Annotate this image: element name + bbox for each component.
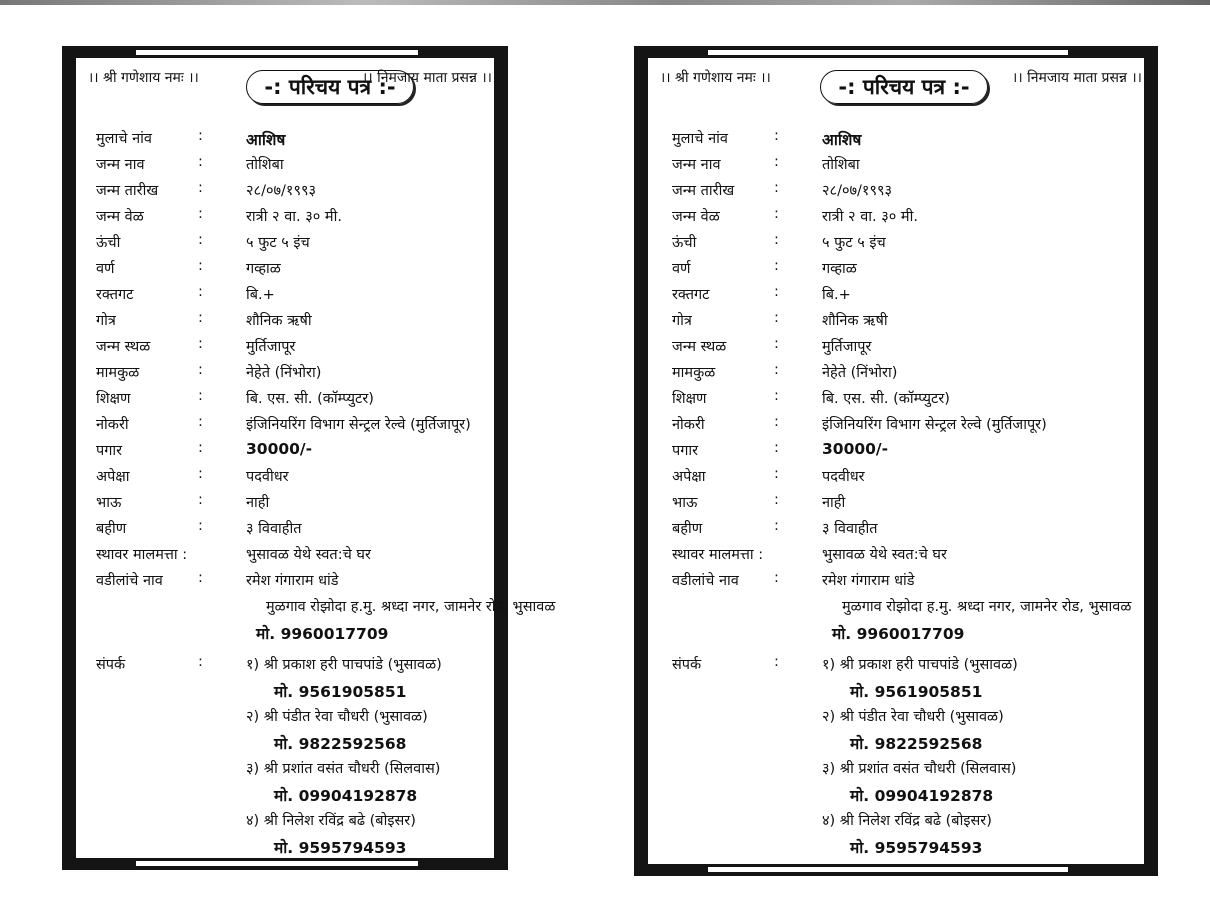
field-colon: : [774, 284, 779, 300]
field-colon: : [198, 414, 203, 430]
frame-bottom-stripe [708, 867, 1068, 872]
frame-top-stripe [708, 50, 1068, 55]
field-label: नोकरी [672, 417, 705, 433]
invocation-ganesh: ।। श्री गणेशाय नमः ।। [88, 70, 199, 86]
field-row [672, 176, 1138, 202]
field-colon: : [774, 154, 779, 170]
field-row [96, 676, 488, 702]
field-row [96, 358, 488, 384]
field-value: ३ विवाहीत [246, 521, 302, 537]
frame-left [634, 46, 648, 876]
field-label: ऊंची [672, 235, 697, 251]
field-colon: : [774, 336, 779, 352]
field-label: जन्म तारीख [672, 183, 735, 199]
field-label: अपेक्षा [96, 469, 130, 485]
field-row [96, 702, 488, 728]
field-colon: : [774, 232, 779, 248]
field-row [672, 488, 1138, 514]
field-colon: : [774, 492, 779, 508]
field-value: ३) श्री प्रशांत वसंत चौधरी (सिलवास) [246, 761, 441, 777]
card-title: -: परिचय पत्र :- [246, 70, 414, 104]
field-row [96, 806, 488, 832]
field-value: ४) श्री निलेश रविंद्र बढे (बोइसर) [246, 813, 416, 829]
field-value: इंजिनियरिंग विभाग सेन्ट्रल रेल्वे (मुर्तिजापूर) [246, 417, 471, 433]
field-value: नेहेते (निंभोरा) [246, 365, 322, 381]
field-colon: : [198, 518, 203, 534]
field-value: पदवीधर [822, 469, 865, 485]
scan-edge [0, 0, 1210, 5]
field-value: नाही [246, 495, 270, 511]
field-label: स्थावर मालमत्ता : [96, 547, 188, 563]
field-colon: : [774, 414, 779, 430]
card-body [648, 58, 1144, 864]
field-row [672, 228, 1138, 254]
field-colon: : [774, 440, 779, 456]
field-value: ५ फुट ५ इंच [822, 235, 886, 251]
field-label: पगार [96, 443, 123, 459]
field-value: मो. 9561905851 [850, 683, 983, 701]
field-list [96, 124, 556, 858]
field-colon: : [198, 336, 203, 352]
field-value: शौनिक ऋषी [822, 313, 888, 329]
frame-left [62, 46, 76, 870]
field-value: रात्री २ वा. ३० मी. [822, 209, 918, 225]
field-label: रक्तगट [672, 287, 710, 303]
field-list [672, 124, 1138, 858]
field-row [96, 306, 488, 332]
field-label: जन्म वेळ [672, 209, 720, 225]
field-row [672, 254, 1138, 280]
field-value: १) श्री प्रकाश हरी पाचपांडे (भुसावळ) [246, 657, 442, 673]
field-row [672, 780, 1138, 806]
field-colon: : [198, 362, 203, 378]
field-label: नोकरी [96, 417, 129, 433]
field-row [96, 592, 556, 618]
field-value: बि. एस. सी. (कॉम्प्युटर) [246, 391, 374, 407]
field-row [96, 280, 488, 306]
field-row [96, 384, 488, 410]
field-row [96, 332, 488, 358]
field-value: २८/०७/१९९३ [822, 183, 893, 199]
field-row [672, 384, 1138, 410]
field-colon: : [198, 154, 203, 170]
field-row [672, 202, 1138, 228]
field-value: ५ फुट ५ इंच [246, 235, 310, 251]
field-colon: : [774, 362, 779, 378]
field-label: जन्म स्थळ [96, 339, 151, 355]
field-colon: : [198, 206, 203, 222]
field-row [96, 254, 488, 280]
field-label: वर्ण [672, 261, 691, 277]
field-row [672, 650, 1138, 676]
field-row [96, 176, 488, 202]
field-row [672, 280, 1138, 306]
field-value: भुसावळ येथे स्वत:चे घर [246, 547, 371, 563]
field-label: संपर्क [96, 657, 126, 673]
field-label: मामकुळ [96, 365, 140, 381]
field-value: इंजिनियरिंग विभाग सेन्ट्रल रेल्वे (मुर्तिजापूर) [822, 417, 1047, 433]
field-colon: : [774, 654, 779, 670]
invocation-nimjay: ।। निमजाय माता प्रसन्न ।। [362, 70, 492, 86]
field-label: शिक्षण [96, 391, 131, 407]
invocation-ganesh: ।। श्री गणेशाय नमः ।। [660, 70, 771, 86]
invocation-nimjay: ।। निमजाय माता प्रसन्न ।। [1012, 70, 1142, 86]
field-value: मो. 9960017709 [832, 625, 965, 643]
field-row [96, 754, 488, 780]
field-label: जन्म वेळ [96, 209, 144, 225]
field-value: मो. 09904192878 [274, 787, 418, 805]
field-colon: : [774, 180, 779, 196]
field-label: वडीलांचे नाव [672, 573, 739, 589]
field-row [672, 332, 1138, 358]
field-label: पगार [672, 443, 699, 459]
field-row [672, 514, 1138, 540]
field-row [96, 410, 488, 436]
field-value: 30000/- [822, 440, 889, 458]
field-value: मुर्तिजापूर [246, 339, 296, 355]
field-row [672, 124, 1138, 150]
field-value: मो. 9595794593 [850, 839, 983, 857]
field-value: मो. 9822592568 [274, 735, 407, 753]
field-value: मो. 9960017709 [256, 625, 389, 643]
field-value: २८/०७/१९९३ [246, 183, 317, 199]
field-row [672, 676, 1138, 702]
field-label: गोत्र [672, 313, 692, 329]
field-row [96, 228, 488, 254]
frame-bottom-stripe [136, 861, 418, 866]
field-value: रात्री २ वा. ३० मी. [246, 209, 342, 225]
frame-top-stripe [136, 50, 418, 55]
field-row [672, 540, 1138, 566]
field-label: अपेक्षा [672, 469, 706, 485]
field-colon: : [198, 310, 203, 326]
field-row [96, 488, 488, 514]
field-colon: : [774, 388, 779, 404]
field-row [672, 462, 1138, 488]
field-label: जन्म तारीख [96, 183, 159, 199]
field-label: मामकुळ [672, 365, 716, 381]
field-label: वर्ण [96, 261, 115, 277]
field-row [96, 202, 488, 228]
field-value: आशिष [246, 131, 286, 149]
field-label: जन्म नाव [672, 157, 721, 173]
field-row [96, 540, 488, 566]
field-row [96, 832, 488, 858]
field-row [672, 806, 1138, 832]
field-label: भाऊ [96, 495, 122, 511]
field-colon: : [198, 284, 203, 300]
card-title: -: परिचय पत्र :- [820, 70, 988, 104]
field-value: मुळगाव रोझोदा ह.मु. श्रध्दा नगर, जामनेर रोड, भुसावळ [266, 599, 556, 615]
field-row [672, 832, 1138, 858]
field-row [672, 410, 1138, 436]
field-value: ३) श्री प्रशांत वसंत चौधरी (सिलवास) [822, 761, 1017, 777]
field-value: रमेश गंगाराम धांडे [246, 573, 339, 589]
field-row [672, 754, 1138, 780]
field-label: ऊंची [96, 235, 121, 251]
field-colon: : [198, 466, 203, 482]
field-row [96, 566, 488, 592]
field-colon: : [198, 492, 203, 508]
field-colon: : [198, 570, 203, 586]
field-value: १) श्री प्रकाश हरी पाचपांडे (भुसावळ) [822, 657, 1018, 673]
field-value: २) श्री पंडीत रेवा चौधरी (भुसावळ) [246, 709, 428, 725]
field-value: मो. 9595794593 [274, 839, 407, 857]
field-colon: : [774, 206, 779, 222]
field-value: तोशिबा [822, 157, 860, 173]
field-label: गोत्र [96, 313, 116, 329]
field-value: मुळगाव रोझोदा ह.मु. श्रध्दा नगर, जामनेर रोड, भुसावळ [842, 599, 1132, 615]
field-colon: : [198, 440, 203, 456]
field-row [672, 728, 1138, 754]
field-label: शिक्षण [672, 391, 707, 407]
card-body [76, 58, 556, 858]
field-value: नेहेते (निंभोरा) [822, 365, 898, 381]
field-value: नाही [822, 495, 846, 511]
field-row [96, 462, 488, 488]
field-value: 30000/- [246, 440, 313, 458]
field-colon: : [198, 654, 203, 670]
field-value: मो. 9822592568 [850, 735, 983, 753]
field-value: रमेश गंगाराम धांडे [822, 573, 915, 589]
field-value: बि. एस. सी. (कॉम्प्युटर) [822, 391, 950, 407]
field-value: भुसावळ येथे स्वत:चे घर [822, 547, 947, 563]
field-label: बहीण [672, 521, 703, 537]
field-label: मुलाचे नांव [96, 131, 152, 147]
field-label: जन्म स्थळ [672, 339, 727, 355]
field-label: बहीण [96, 521, 127, 537]
field-row [96, 780, 488, 806]
biodata-card-left [62, 46, 556, 870]
field-row [672, 150, 1138, 176]
field-row [96, 150, 488, 176]
field-row [672, 566, 1138, 592]
field-colon: : [774, 258, 779, 274]
field-row [96, 728, 488, 754]
field-label: वडीलांचे नाव [96, 573, 163, 589]
field-label: स्थावर मालमत्ता : [672, 547, 764, 563]
field-row [96, 650, 488, 676]
field-value: गव्हाळ [246, 261, 281, 277]
field-row [672, 358, 1138, 384]
field-value: बि.+ [246, 287, 275, 303]
field-colon: : [198, 388, 203, 404]
field-value: २) श्री पंडीत रेवा चौधरी (भुसावळ) [822, 709, 1004, 725]
field-value: शौनिक ऋषी [246, 313, 312, 329]
frame-right [1144, 46, 1158, 876]
field-row [672, 618, 1138, 644]
biodata-card-right [634, 46, 1158, 876]
field-label: जन्म नाव [96, 157, 145, 173]
field-value: तोशिबा [246, 157, 284, 173]
field-value: ४) श्री निलेश रविंद्र बढे (बोइसर) [822, 813, 992, 829]
field-value: मो. 09904192878 [850, 787, 994, 805]
field-row [96, 514, 488, 540]
field-value: पदवीधर [246, 469, 289, 485]
field-colon: : [198, 128, 203, 144]
field-colon: : [774, 128, 779, 144]
field-value: मो. 9561905851 [274, 683, 407, 701]
field-row [96, 436, 488, 462]
field-colon: : [774, 518, 779, 534]
field-label: संपर्क [672, 657, 702, 673]
field-value: ३ विवाहीत [822, 521, 878, 537]
field-label: रक्तगट [96, 287, 134, 303]
field-colon: : [774, 310, 779, 326]
field-colon: : [774, 466, 779, 482]
field-colon: : [198, 258, 203, 274]
field-row [96, 618, 488, 644]
field-value: आशिष [822, 131, 862, 149]
field-row [672, 702, 1138, 728]
field-value: मुर्तिजापूर [822, 339, 872, 355]
field-colon: : [198, 232, 203, 248]
field-row [672, 436, 1138, 462]
field-row [672, 306, 1138, 332]
field-value: बि.+ [822, 287, 851, 303]
field-colon: : [198, 180, 203, 196]
frame-right [494, 46, 508, 870]
field-colon: : [774, 570, 779, 586]
field-value: गव्हाळ [822, 261, 857, 277]
field-row [96, 124, 488, 150]
field-label: भाऊ [672, 495, 698, 511]
field-label: मुलाचे नांव [672, 131, 728, 147]
field-row [672, 592, 1138, 618]
